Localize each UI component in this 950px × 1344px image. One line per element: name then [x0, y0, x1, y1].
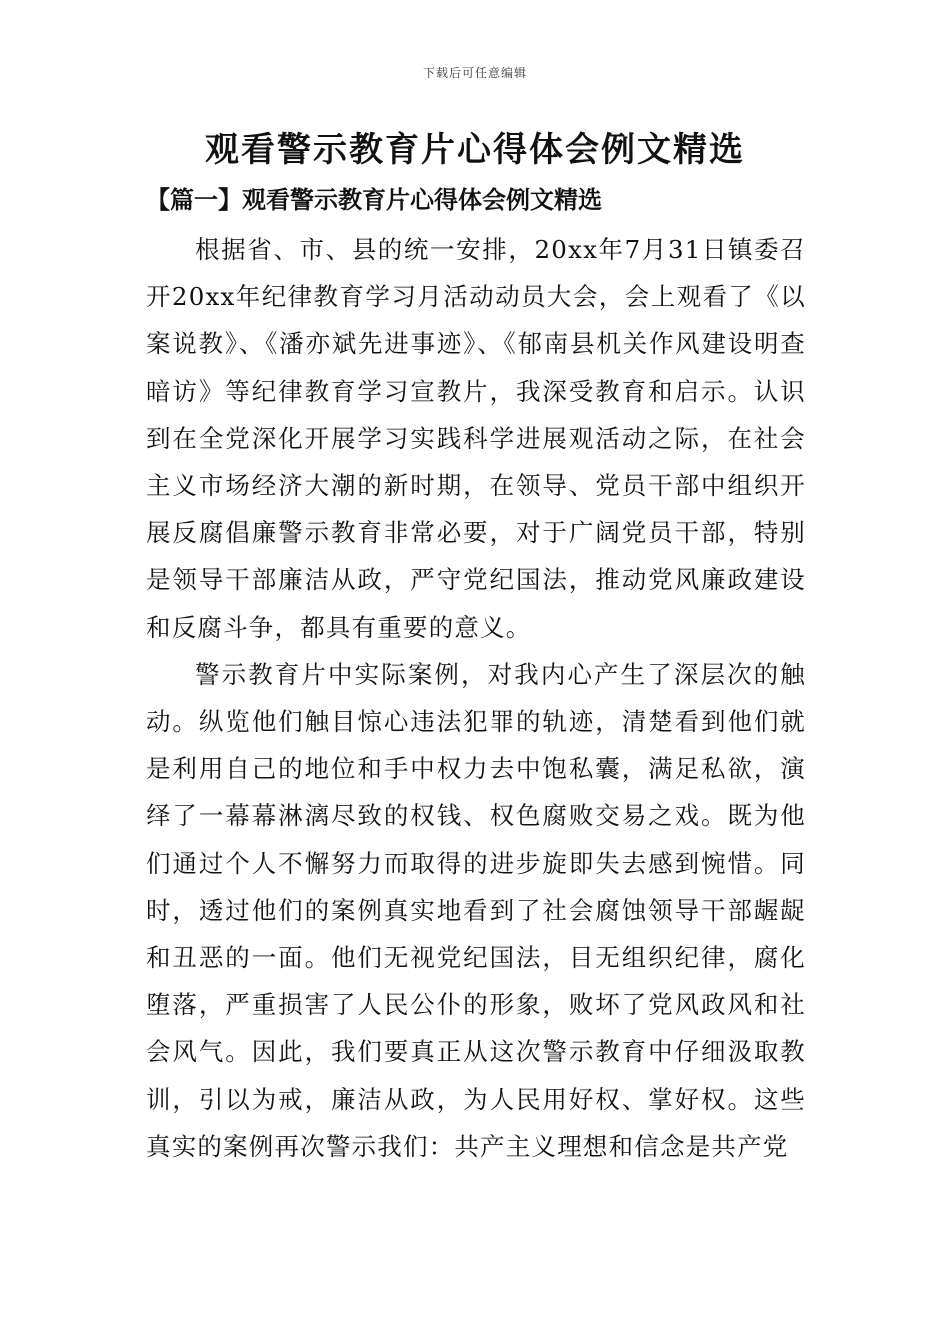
header-note: 下载后可任意编辑 [422, 66, 527, 80]
document-body [146, 226, 806, 1170]
body-paragraph-2: 警示教育片中实际案例，对我内心产生了深层次的触动。纵览他们触目惊心违法犯罪的轨迹，清楚看到他们就是利用自己的地位和手中权力去中饱私囊，满足私欲，演绎了一幕幕淋漓尽致的权钱、权色腐败交易之戏。既为他们通过个人不懈努力而取得的进步旋即失去感到惋惜。同时，透过他们的案例真实地看到了社会腐蚀领导干部龌龊和丑恶的一面。他们无视党纪国法，目无组织纪律，腐化堕落，严重损害了人民公仆的形象，败坏了党风政风和社会风气。因此，我们要真正从这次警示教育中仔细汲取教训，引以为戒，廉洁从政，为人民用好权、掌好权。这些真实的案例再次警示我们：共产主义理想和信念是共产党 [146, 659, 806, 1161]
body-paragraph-1: 根据省、市、县的统一安排，20xx年7月31日镇委召开20xx年纪律教育学习月活动动员大会，会上观看了《以案说教》、《潘亦斌先进事迹》、《郁南县机关作风建设明查暗访》等纪律教育学习宣教片，我深受教育和启示。认识到在全党深化开展学习实践科学进展观活动之际，在社会主义市场经济大潮的新时期，在领导、党员干部中组织开展反腐倡廉警示教育非常必要，对于广阔党员干部，特别是领导干部廉洁从政，严守党纪国法，推动党风廉政建设和反腐斗争，都具有重要的意义。 [146, 235, 806, 642]
document-title: 观看警示教育片心得体会例文精选 [205, 130, 745, 170]
section-heading: 【篇一】观看警示教育片心得体会例文精选 [146, 185, 602, 214]
